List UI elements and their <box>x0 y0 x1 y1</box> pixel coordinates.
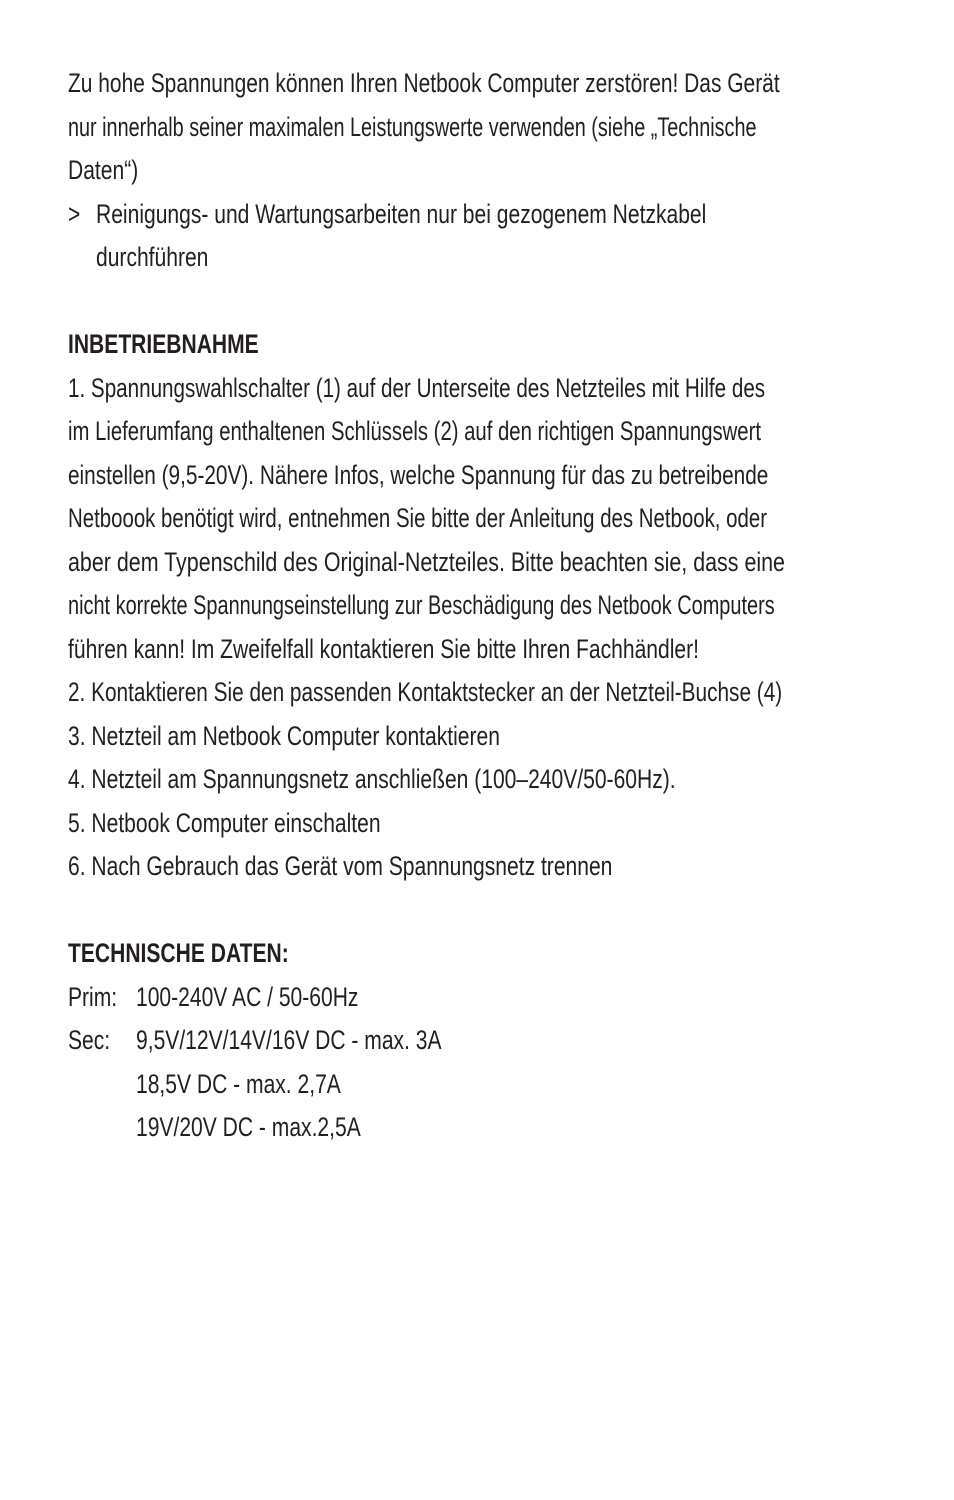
maintenance-note <box>68 193 886 280</box>
spec-primary <box>68 976 886 1020</box>
intro-line: Zu hohe Spannungen können Ihren Netbook Computer zerstören! Das Gerät <box>68 68 780 98</box>
setup-heading: INBETRIEBNAHME <box>68 329 259 359</box>
specs-heading: TECHNISCHE DATEN: <box>68 938 289 968</box>
spec-label-empty <box>68 1106 136 1150</box>
setup-step-1-line: im Lieferumfang enthaltenen Schlüssels (2) auf den richtigen Spannungswert <box>68 416 762 446</box>
maintenance-note-line: Reinigungs- und Wartungsarbeiten nur bei gezogenem Netzkabel <box>96 198 707 229</box>
spec-secondary-value: 9,5V/12V/14V/16V DC - max. 3A <box>136 1025 442 1055</box>
setup-step-1-line: Netboook benötigt wird, entnehmen Sie bitte der Anleitung des Netbook, oder <box>68 503 768 533</box>
spec-primary-value: 100-240V AC / 50-60Hz <box>136 981 359 1012</box>
spec-secondary <box>68 1106 886 1150</box>
setup-step-6: 6. Nach Gebrauch das Gerät vom Spannungsnetz trennen <box>68 851 613 881</box>
spec-primary-label: Prim: <box>68 981 118 1012</box>
setup-step-1 <box>68 367 886 672</box>
setup-step-2: 2. Kontaktieren Sie den passenden Kontaktstecker an der Netzteil-Buchse (4) <box>68 677 783 707</box>
setup-step-1-line: 1. Spannungswahlschalter (1) auf der Unterseite des Netzteiles mit Hilfe des <box>68 372 766 403</box>
intro-line: Daten“) <box>68 155 139 185</box>
intro-paragraph <box>68 62 886 193</box>
setup-steps-list <box>68 671 886 889</box>
spec-secondary <box>68 1063 886 1107</box>
spacer <box>68 889 886 933</box>
setup-step-3: 3. Netzteil am Netbook Computer kontaktieren <box>68 720 500 751</box>
maintenance-note-line: durchführen <box>96 242 209 272</box>
intro-line: nur innerhalb seiner maximalen Leistungswerte verwenden (siehe „Technische <box>68 111 757 142</box>
spec-label-empty <box>68 1063 136 1107</box>
setup-step-4: 4. Netzteil am Spannungsnetz anschließen (100–240V/50-60Hz). <box>68 764 676 794</box>
setup-step-1-line: nicht korrekte Spannungseinstellung zur Beschädigung des Netbook Computers <box>68 590 775 620</box>
bullet-marker: > <box>68 198 81 229</box>
spec-secondary-value: 19V/20V DC - max.2,5A <box>136 1112 361 1142</box>
setup-step-1-line: aber dem Typenschild des Original-Netzteiles. Bitte beachten sie, dass eine <box>68 546 785 577</box>
spacer <box>68 280 886 324</box>
spec-secondary-value: 18,5V DC - max. 2,7A <box>136 1068 341 1099</box>
setup-step-5: 5. Netbook Computer einschalten <box>68 807 381 838</box>
manual-page <box>68 62 886 1150</box>
setup-step-1-line: führen kann! Im Zweifelfall kontaktieren Sie bitte Ihren Fachhändler! <box>68 633 699 664</box>
spec-secondary-label: Sec: <box>68 1025 111 1055</box>
setup-step-1-line: einstellen (9,5-20V). Nähere Infos, welche Spannung für das zu betreibende <box>68 459 769 490</box>
maintenance-note-text <box>96 193 886 280</box>
spec-secondary <box>68 1019 886 1063</box>
